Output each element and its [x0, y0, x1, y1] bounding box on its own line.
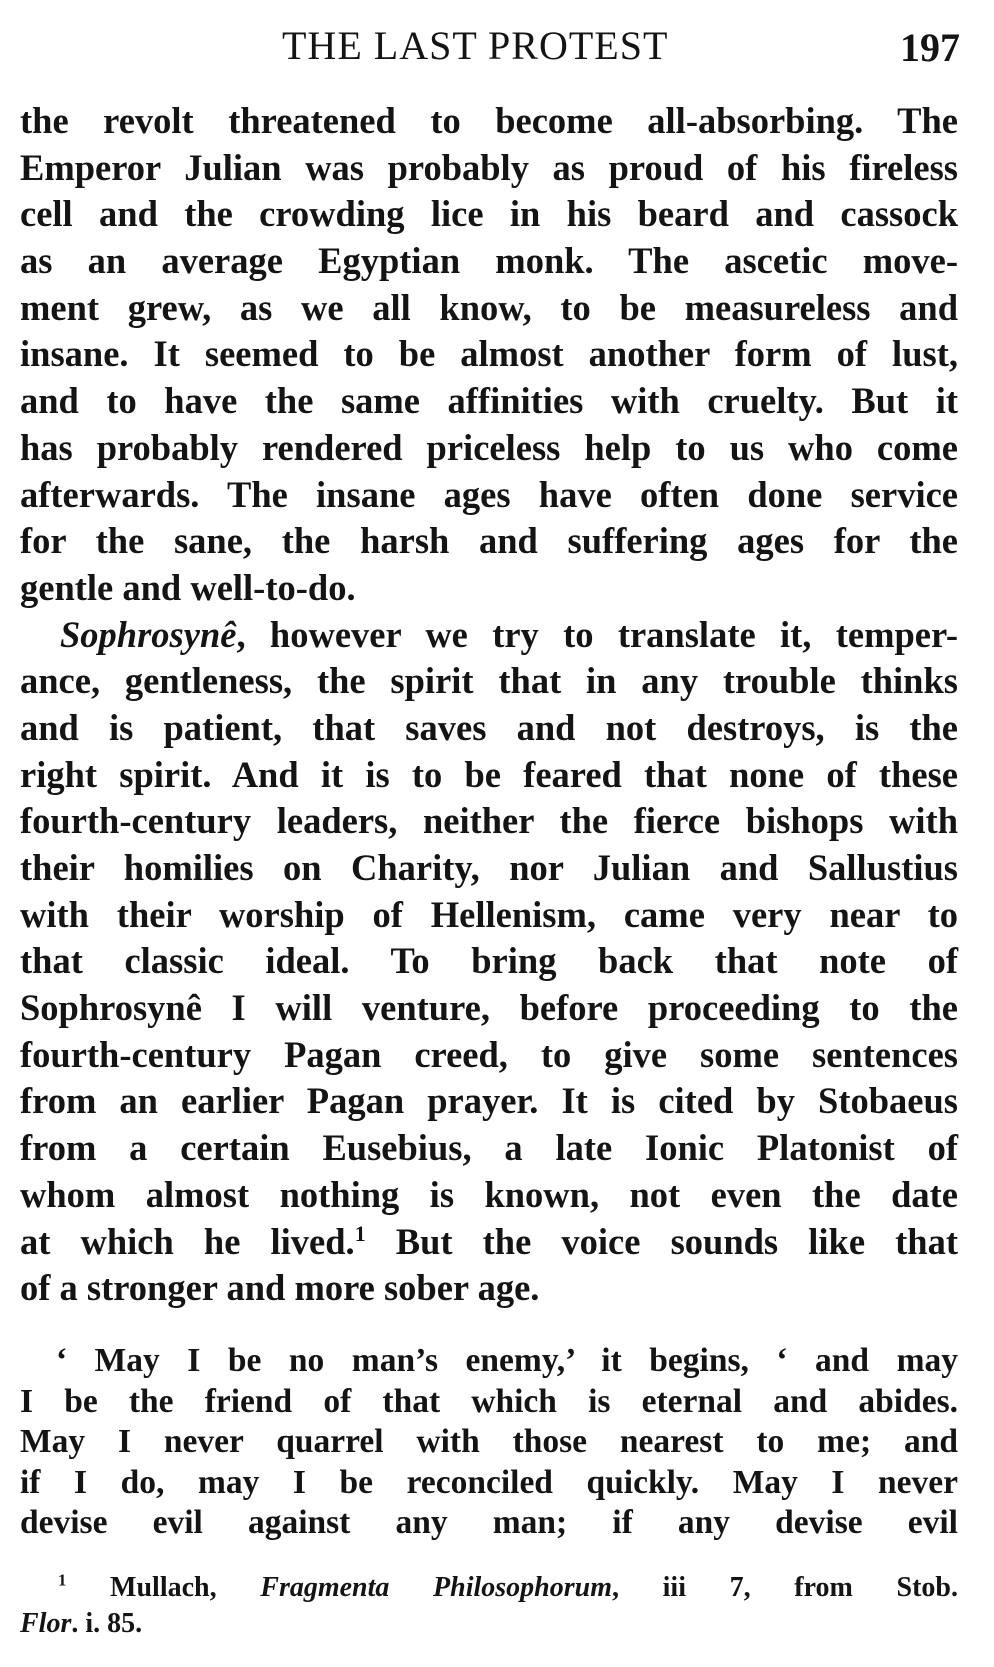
text-line: gentle and well-to-do.	[20, 566, 356, 608]
quote-line: ‘ May I be no man’s enemy,’ it begins, ‘ and may	[56, 1342, 958, 1379]
text-line: right spirit. And it is to be feared that none of these	[20, 753, 958, 795]
text-run: at which he lived.	[20, 1220, 355, 1262]
running-title: THE LAST PROTEST	[282, 23, 669, 68]
text-line: ment grew, as we all know, to be measureless and	[20, 286, 958, 328]
block-quote	[20, 1341, 958, 1544]
italic-title: Flor	[20, 1608, 72, 1639]
text-line: afterwards. The insane ages have often done service	[20, 473, 958, 515]
text-run: . i. 85.	[71, 1608, 143, 1639]
text-run: Mullach,	[66, 1572, 261, 1603]
text-line: of a stronger and more sober age.	[20, 1267, 540, 1309]
italic-term: Sophrosynê	[60, 613, 237, 655]
quote-line: May I never quarrel with those nearest to me; and	[20, 1423, 958, 1460]
text-line: that classic ideal. To bring back that note of	[20, 940, 958, 982]
page-header	[20, 22, 960, 82]
text-line: cell and the crowding lice in his beard and cassock	[20, 193, 958, 235]
text-line: from an earlier Pagan prayer. It is cited by Stobaeus	[20, 1080, 958, 1122]
text-line: with their worship of Hellenism, came very near to	[20, 893, 958, 935]
footnote-line	[20, 1606, 958, 1642]
italic-title: Fragmenta Philosophorum	[260, 1572, 612, 1603]
text-line: as an average Egyptian monk. The ascetic move-	[20, 240, 958, 282]
text-line: fourth-century leaders, neither the fierce bishops with	[20, 800, 958, 842]
quote-line: devise evil against any man; if any devise evil	[20, 1504, 958, 1541]
text-line: and to have the same affinities with cruelty. But it	[20, 380, 958, 422]
text-run: But the voice sounds like that	[365, 1220, 958, 1262]
paragraph-first-line	[20, 612, 958, 659]
text-line: for the sane, the harsh and suffering ages for the	[20, 520, 958, 562]
text-line: ance, gentleness, the spirit that in any trouble thinks	[20, 660, 958, 702]
quote-line: I be the friend of that which is eternal and abides.	[20, 1382, 958, 1420]
footnote-line	[20, 1570, 958, 1606]
text-line: Emperor Julian was probably as proud of his fireless	[20, 146, 958, 188]
text-line: the revolt threatened to become all-absorbing. The	[20, 100, 958, 141]
text-line: and is patient, that saves and not destroys, is the	[20, 706, 958, 748]
footnote-reference: 1	[354, 1220, 366, 1246]
text-line: insane. It seemed to be almost another form of lust,	[20, 333, 958, 375]
text-line: from a certain Eusebius, a late Ionic Platonist of	[20, 1127, 958, 1169]
text-line: fourth-century Pagan creed, to give some sentences	[20, 1033, 958, 1075]
text-line: their homilies on Charity, nor Julian and Sallustius	[20, 847, 958, 888]
text-line: has probably rendered priceless help to us who come	[20, 426, 958, 468]
text-line: Sophrosynê I will venture, before proceeding to the	[20, 987, 958, 1029]
text-line: whom almost nothing is known, not even the date	[20, 1173, 958, 1215]
text-line-with-note	[20, 1219, 958, 1266]
text-run: , iii 7, from Stob.	[612, 1572, 958, 1603]
page-number: 197	[900, 25, 960, 70]
quote-line: if I do, may I be reconciled quickly. May I never	[20, 1463, 958, 1501]
footnote-mark: 1	[58, 1570, 67, 1590]
body-text	[20, 98, 958, 1312]
footnote	[20, 1570, 958, 1642]
text-run: , however we try to translate it, temper-	[236, 613, 958, 655]
